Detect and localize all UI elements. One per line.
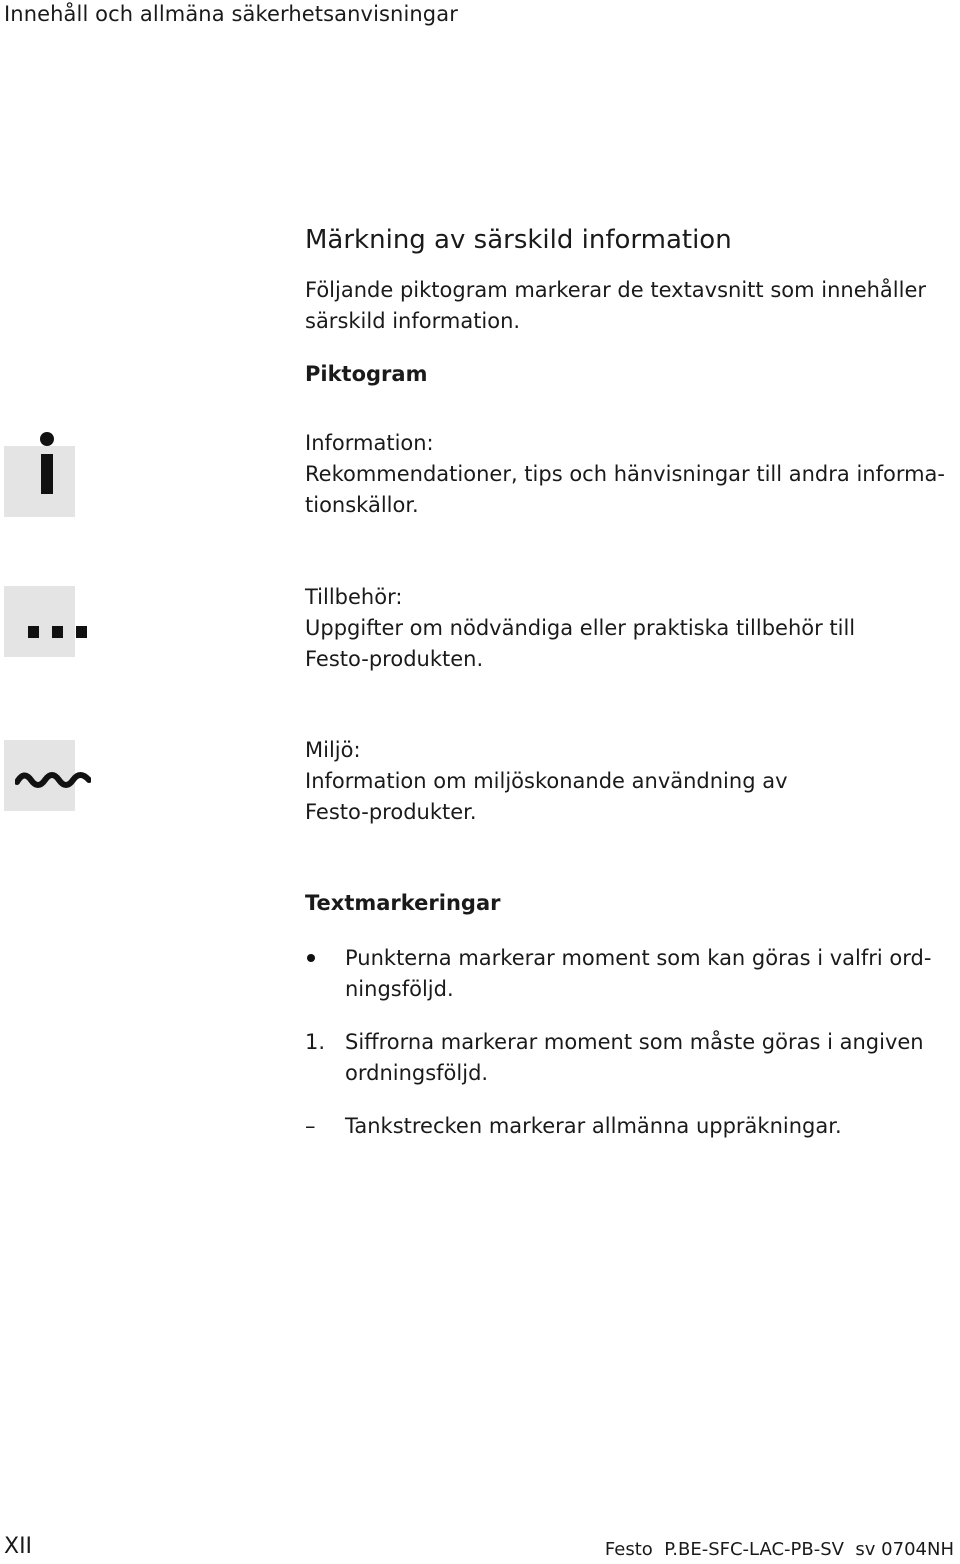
section-title: Märkning av särskild information	[305, 225, 732, 255]
pictogram-line: Rekommendationer, tips och hänvisningar till andra informa-	[305, 462, 945, 486]
accessories-icon-dot	[76, 626, 87, 638]
bullet-marker	[305, 943, 341, 974]
list-line: ningsföljd.	[345, 977, 454, 1001]
list-item-text	[345, 943, 945, 1005]
text-markings-heading: Textmarkeringar	[305, 891, 501, 915]
pictogram-line: tionskällor.	[305, 493, 419, 517]
intro-line: Följande piktogram markerar de textavsnitt som innehåller	[305, 278, 927, 302]
information-icon-dot	[40, 432, 54, 446]
page-number: XII	[4, 1534, 33, 1559]
document-id: Festo P.BE-SFC-LAC-PB-SV sv 0704NH	[604, 1539, 954, 1560]
dash-marker: –	[305, 1114, 316, 1138]
pictograms-heading: Piktogram	[305, 362, 428, 386]
pictogram-environment-text	[305, 735, 788, 828]
list-item-text	[345, 1027, 945, 1089]
list-line: Tankstrecken markerar allmänna uppräkningar.	[345, 1114, 842, 1138]
list-line: Siffrorna markerar moment som måste göras i angiven	[345, 1030, 924, 1054]
environment-wave	[15, 766, 91, 794]
intro-paragraph	[305, 275, 926, 337]
accessories-icon-dot	[52, 626, 63, 638]
information-icon	[4, 446, 75, 517]
accessories-icon	[4, 586, 75, 657]
environment-icon	[4, 740, 75, 811]
bullet-dot	[307, 954, 315, 962]
pictogram-line: Uppgifter om nödvändiga eller praktiska tillbehör till	[305, 616, 856, 640]
intro-line: särskild information.	[305, 309, 521, 333]
number-marker: 1.	[305, 1030, 326, 1054]
list-line: Punkterna markerar moment som kan göras i valfri ord-	[345, 946, 932, 970]
pictogram-line: Festo-produkter.	[305, 800, 477, 824]
running-header: Innehåll och allmäna säkerhetsanvisningar	[4, 2, 458, 26]
pictogram-line: Festo-produkten.	[305, 647, 484, 671]
pictogram-accessories-text	[305, 582, 855, 675]
information-icon-stem	[41, 454, 53, 494]
pictogram-label: Tillbehör:	[305, 585, 403, 609]
pictogram-label: Information:	[305, 431, 434, 455]
list-item-text	[345, 1111, 945, 1142]
pictogram-information-text	[305, 428, 945, 521]
accessories-icon-dot	[28, 626, 39, 638]
pictogram-line: Information om miljöskonande användning av	[305, 769, 788, 793]
list-line: ordningsföljd.	[345, 1061, 489, 1085]
pictogram-label: Miljö:	[305, 738, 361, 762]
